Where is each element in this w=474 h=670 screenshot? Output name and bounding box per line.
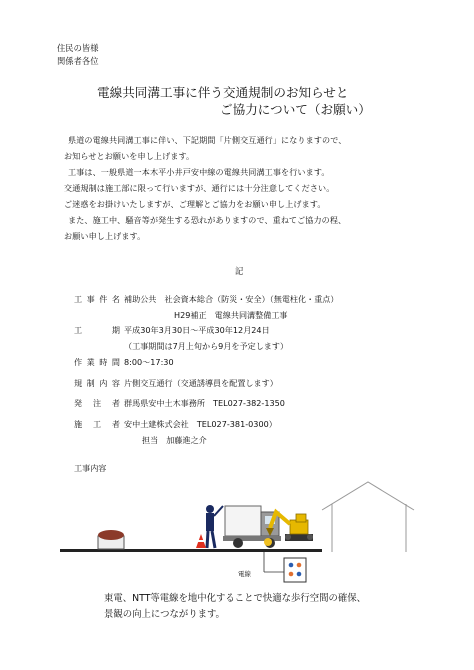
ki-heading: 記 — [235, 266, 244, 276]
traffic-guard-icon — [206, 505, 223, 548]
work-content-label: 工事内容 — [74, 463, 107, 473]
contractor-value: 安中土建株式会社 TEL027-381-0300） — [124, 419, 277, 429]
cable-label: 電線 — [238, 570, 251, 578]
body-line: また、施工中、騒音等が発生する恐れがありますので、重ねてご協力の程、 — [68, 215, 347, 225]
addressee-stakeholders: 関係者各位 — [57, 56, 99, 66]
construction-illustration — [60, 476, 420, 586]
body-line: ご迷惑をお掛けいたしますが、ご理解とご協力をお願い申し上げます。 — [64, 199, 326, 209]
body-line: 工事は、一般県道一本木平小井戸安中線の電線共同溝工事を行います。 — [68, 167, 330, 177]
title-line-1: 電線共同溝工事に伴う交通規制のお知らせと — [97, 85, 349, 100]
cable-box-icon — [264, 552, 306, 582]
regulation-label: 規制内容 — [74, 378, 120, 388]
contractor-label: 施 工 者 — [74, 419, 120, 429]
period-value-1: 平成30年3月30日～平成30年12月24日 — [124, 325, 270, 335]
worker-icon — [264, 538, 272, 546]
house-icon — [322, 482, 414, 552]
project-name-value-2: H29補正 電線共同溝整備工事 — [174, 310, 288, 320]
period-value-2: （工事期間は7月上旬から9月を予定します） — [124, 341, 289, 351]
hours-value: 8:00～17:30 — [124, 357, 174, 367]
bottom-text-line-2: 景観の向上につながります。 — [104, 609, 225, 620]
title-line-2: ご協力について（お願い） — [220, 102, 371, 117]
project-name-value-1: 補助公共 社会資本総合（防災・安全）（無電柱化・重点） — [124, 294, 339, 304]
body-line: 交通規制は施工部に限って行いますが、通行には十分注意してください。 — [64, 183, 335, 193]
orderer-value: 群馬県安中土木事務所 TEL027-382-1350 — [124, 398, 285, 408]
body-line: お知らせとお願いを申し上げます。 — [64, 151, 195, 161]
bottom-text-line-1: 東電、NTT等電線を地中化することで快適な歩行空間の確保、 — [104, 593, 367, 604]
traffic-cone-icon — [196, 534, 206, 548]
project-name-label: 工事件名 — [74, 294, 120, 304]
hours-label: 作業時間 — [74, 357, 120, 367]
orderer-label: 発 注 者 — [74, 398, 120, 408]
flower-planter-icon — [98, 530, 124, 549]
addressee-residents: 住民の皆様 — [57, 43, 99, 53]
body-line: お願い申し上げます。 — [64, 231, 146, 241]
contact-person: 担当 加藤進之介 — [142, 435, 207, 445]
regulation-value: 片側交互通行（交通誘導員を配置します） — [124, 378, 278, 388]
body-line: 県道の電線共同溝工事に伴い、下記期間「片側交互通行」になりますので、 — [68, 135, 347, 145]
period-label: 工 期 — [74, 325, 120, 335]
